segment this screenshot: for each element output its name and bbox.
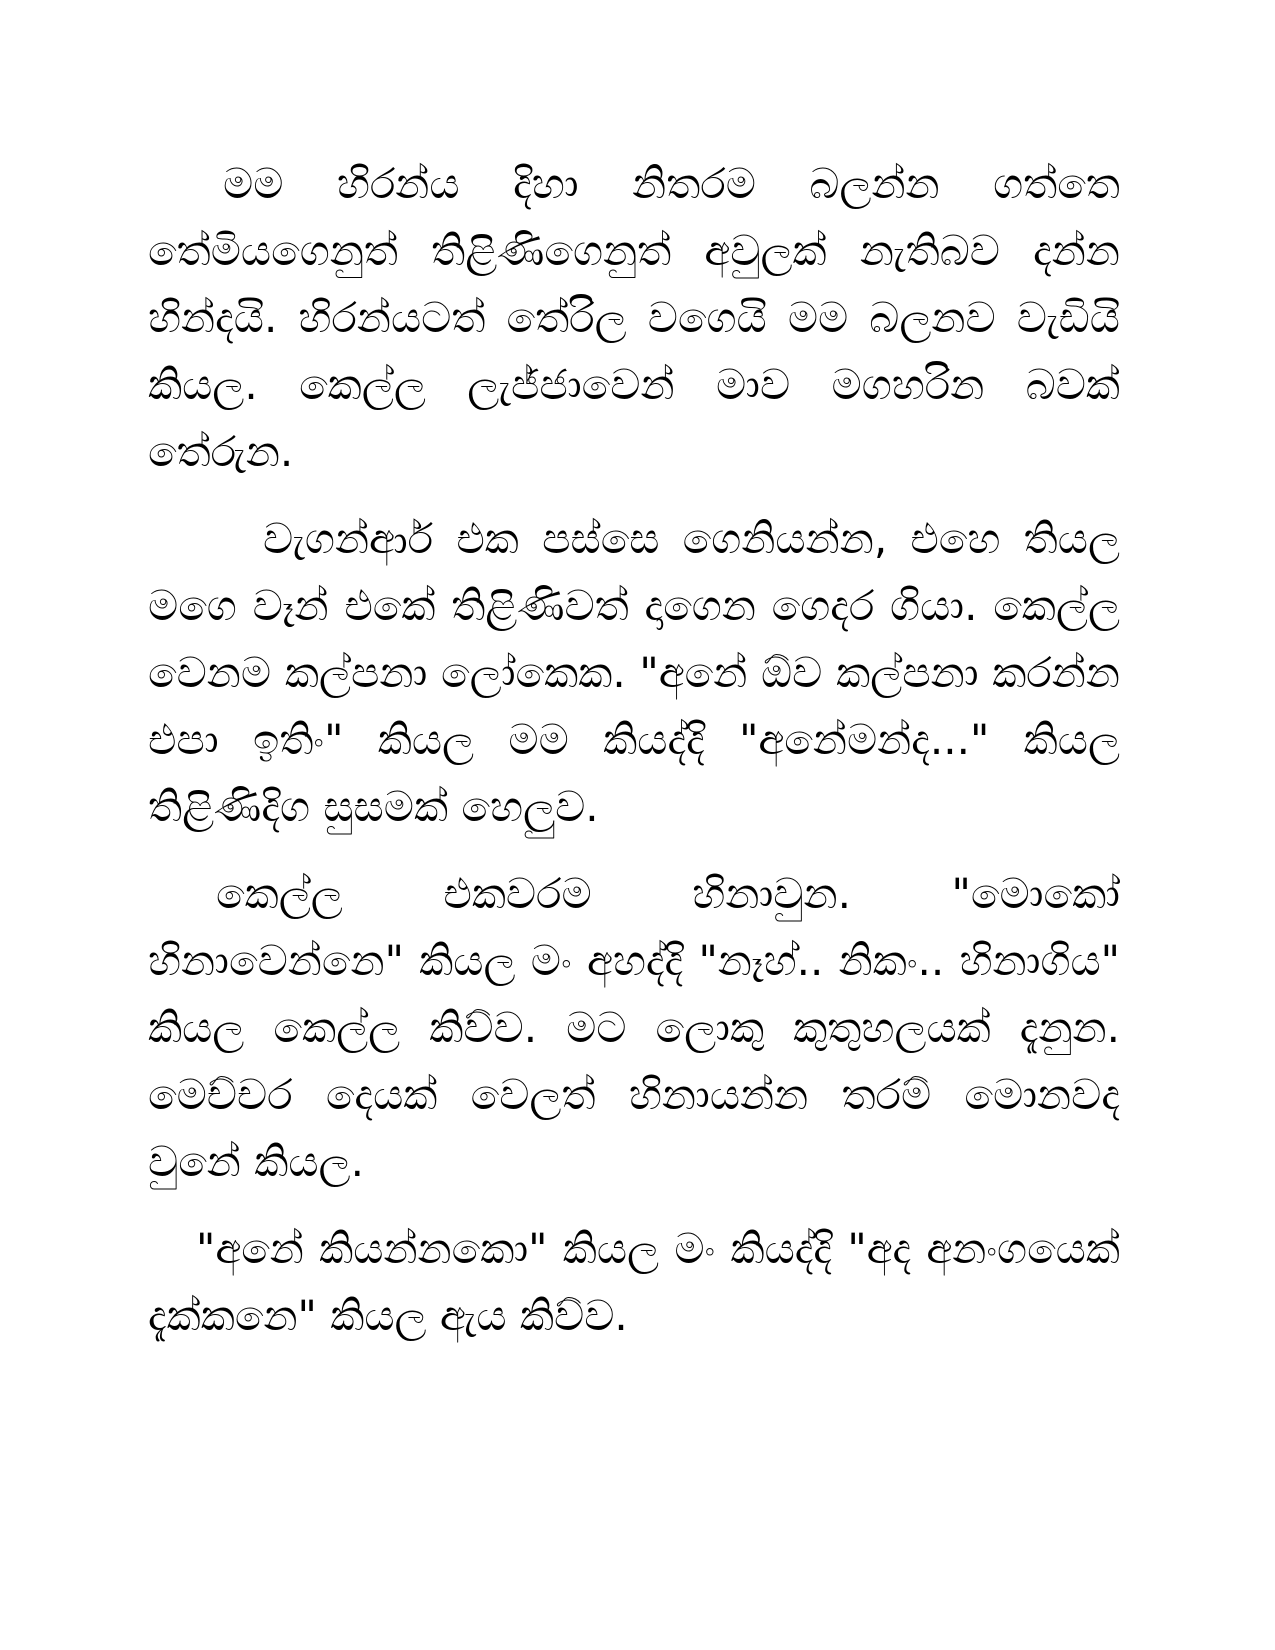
paragraph-3: කෙල්ල එකවරම හිනාවුන. "මොකෝ හිනාවෙන්නෙ" කියල මං අහද්දි "නෑහ්.. නිකං.. හිනාගිය" කියල කෙල්ල කිව්ව. මට ලොකු කුතුහලයක් දැනුන. මෙච්චර දෙයක් වෙලත් හිනායන්න තරම් මොනවද වුනේ කියල. [148, 869, 1120, 1186]
paragraph-1: මම හිරන්ය දිහා නිතරම බලන්න ගත්තෙ තේමියගෙනුත් තිළිණිගෙනුත් අවුලක් නැතිබව දන්න හින්දයි. හිරන්යටත් තේරිල වගෙයි මම බලනව වැඩියි කියල. කෙල්ල ලැජ්ජාවෙන් මාව මගහරින බවක් තේරුන. [148, 159, 1120, 476]
document-page [148, 150, 1120, 1590]
paragraph-2: වැගන්ආර් එක පස්සෙ ගෙනියන්න, එහෙ තියල මගෙ වෑන් එකේ තිළිණිවත් දාගෙන ගෙදර ගියා. කෙල්ල වෙනම කල්පනා ලෝකෙක. "අනේ ඕව කල්පනා කරන්න එපා ඉතිං" කියල මම කියද්දි "අනේමන්ද..." කියල තිළිණිදිග සුසමක් හෙලුව. [148, 514, 1120, 831]
paragraph-4: "අනේ කියන්නකො" කියල මං කියද්දි "අද අනංගයෙක් දැක්කනෙ" කියල ඇය කිව්ව. [148, 1224, 1120, 1340]
